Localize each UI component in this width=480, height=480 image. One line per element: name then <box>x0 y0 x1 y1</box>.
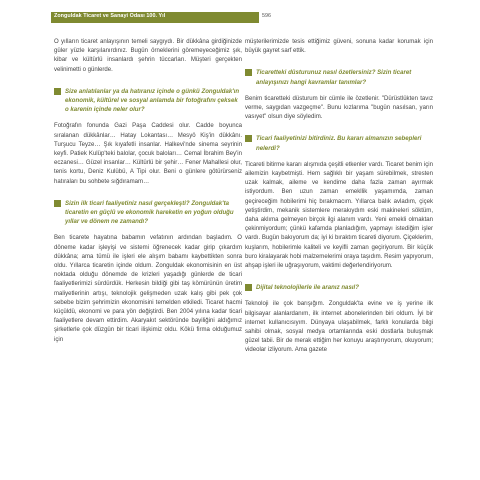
question-block <box>54 199 242 227</box>
paragraph: Benim ticaretteki düsturum bir cümle ile özetlenir. "Dürüstlükten tavız verme, saygıdan vazgeçme". Bunu kızlarıma "bugün nasılsan, yarın vasıyet" olsun diye söyledim. <box>245 95 433 121</box>
right-column <box>245 38 433 356</box>
paragraph: Ticareti bitirme kararı alışmıda çeşitli etkenler vardı. Ticaret benim için ailemizin kaybetmişti. Hem sağlıklı bir yaşam sürebilmek, stresten uzak kalmak, aileme ve kendime daha fazla zaman ayırmak istiyordum. Ben uzun zaman emekllik yaşamımda, zaman geçireceğim hobilerimi hiç bırakmacım. Yıllarca balık avladım, çiçek yetiştirdim, mekanik sistemlere merakıydım eski makineleri söktüm, daha aklıma gelmeyen birçok ilgi alanım vardı. Yeni emekli olmaktan çekinmiyordum; çünkü kafamda planladığım, yapmayı istediğim işler vardı. Bugün bakıyorum da; iyi ki bıraktım ticareti diyorum. Çiçeklerim, kuşlarım, hobilerimle kaliteli ve keyifli zaman geçiriyorum. Bir küçük buro kiralayarak hobi malzemelerimi oraya taşıdım. Resim yapıyorum, ahşap işleri ile uğraşıyorum, vaktimi değerlendiriyorum. <box>245 161 433 270</box>
page-header <box>0 0 480 30</box>
question-square-icon <box>245 284 252 291</box>
paragraph: müşterilerimizde tesis ettiğimiz güveni, sonuna kadar korumak için büyük gayret sarf ettik. <box>245 39 433 55</box>
header-title: Zonguldak Ticaret ve Sanayi Odası 100. Yıl <box>54 12 166 19</box>
question-square-icon <box>54 200 61 207</box>
question-text: Ticari faaliyetinizi bitirdiniz. Bu kararı almanızın sebepleri nelerdi? <box>256 135 422 152</box>
question-block <box>245 68 433 86</box>
left-column <box>54 38 242 345</box>
paragraph: Teknoloji ile çok barışığım. Zonguldak'ta evine ve iş yerine ilk bilgisayar alanlardanım, ilk internet abonelerinden biri oldum. İyi bir internet kullanıcısıyım. Dünyaya ulaşabilmek, farklı konularda bilgi sahibi olmak, sosyal medya ortamlarında eski dostlarla buluşmak güzel tabii. Bir de merak ettiğim her konuyu araştırıyorum, okuyorum; videolar izliyorum. Ama gazete <box>245 301 433 354</box>
question-text: Sizin ilk ticari faaliyetiniz nasıl gerçekleşti? Zonguldak'ta ticaretin en güçlü ve ekonomik hareketin en yoğun olduğu yıllar ve dönem ne zamandı? <box>65 199 234 226</box>
question-block <box>245 283 433 292</box>
paragraph: O yılların ticaret anlayışının temeli saygıydı. Bir dükkâna girdiğinizde güler yüzle karşılanırdınız. Bugün örneklerini göremeyeceğimiz şık, kibar ve kültürlü insanlardı şehrin tüccarları. Müşteri gerçekten velinimetti o günlerde. <box>54 39 242 73</box>
paragraph: Ben ticarete hayatına babamın vefatının ardından başladım. O döneme kadar işleyişi ve sistemi öğrenecek kadar girip çıkardım dükkâna; ama tümü ile işleri ele alışım babamı kaybettikten sonra oldu. Yıllarca ticaretin içinde oldum. Zonguldak ekonomisinin en üst noktada olduğu dönemde de krizleri yaşadığı günlerde de ticari faaliyetlerimizi sürdürdük. Herkesin bildiği gibi taş kömürünün üretim maliyetlerinin artışı, teknolojik gelişmeden uzak kalış gibi pek çok sebebe bizim şehrimizin ekonomisini temelden etkiledi. Ticaret hacmi küçüldü, ekonomi ve para yön değiştirdi. Ben 2004 yılına kadar ticari faaliyetlere devam ettirdim. Akaryakıt sektöründe bayiliğini aldığımız şirketlerle çok düzgün bir ticari ilişkimiz oldu. Kökü firma olduğumuz için <box>54 235 242 343</box>
question-square-icon <box>245 69 252 76</box>
question-block <box>245 134 433 152</box>
question-block <box>54 87 242 115</box>
question-text: Dijital teknolojilerle ile aranız nasıl? <box>256 284 359 292</box>
page-number: 596 <box>262 12 271 19</box>
question-text: Ticaretteki düsturunuz nasıl özetlersiniz? Sizin ticaret anlayışınızı hangi kavramlar tanımlar? <box>256 69 412 86</box>
question-square-icon <box>245 135 252 142</box>
question-square-icon <box>54 88 61 95</box>
question-text: Size anlatılanlar ya da hatıranız içinde o günkü Zonguldak'ın ekonomik, kültürel ve sosyal anlamda bir fotoğrafını çeksek o karenin içinde neler olur? <box>65 87 240 114</box>
paragraph: Fotoğrafın fonunda Gazi Paşa Caddesi olur. Cadde boyunca sıralanan dükkânlar… Hatay Lokantası… Mesyö Kiş'in dükkânı. Turşucu Teyze… Şık kıyafetli insanlar. Halkevi'nde sinema seyrinin keyfi. Patiek Kulüp'teki balolar, çocuk baloları… Cemal İbrahim Bey'in eczanesi… Güzel insanlar… Kültürlü bir şehir… Fener Mahallesi olur, tenis kortu, Deniz Kulübü, A Tipi olur. Beni o günlere götürürseniz hatıraları bu sohbete sığdıramam… <box>54 123 242 185</box>
